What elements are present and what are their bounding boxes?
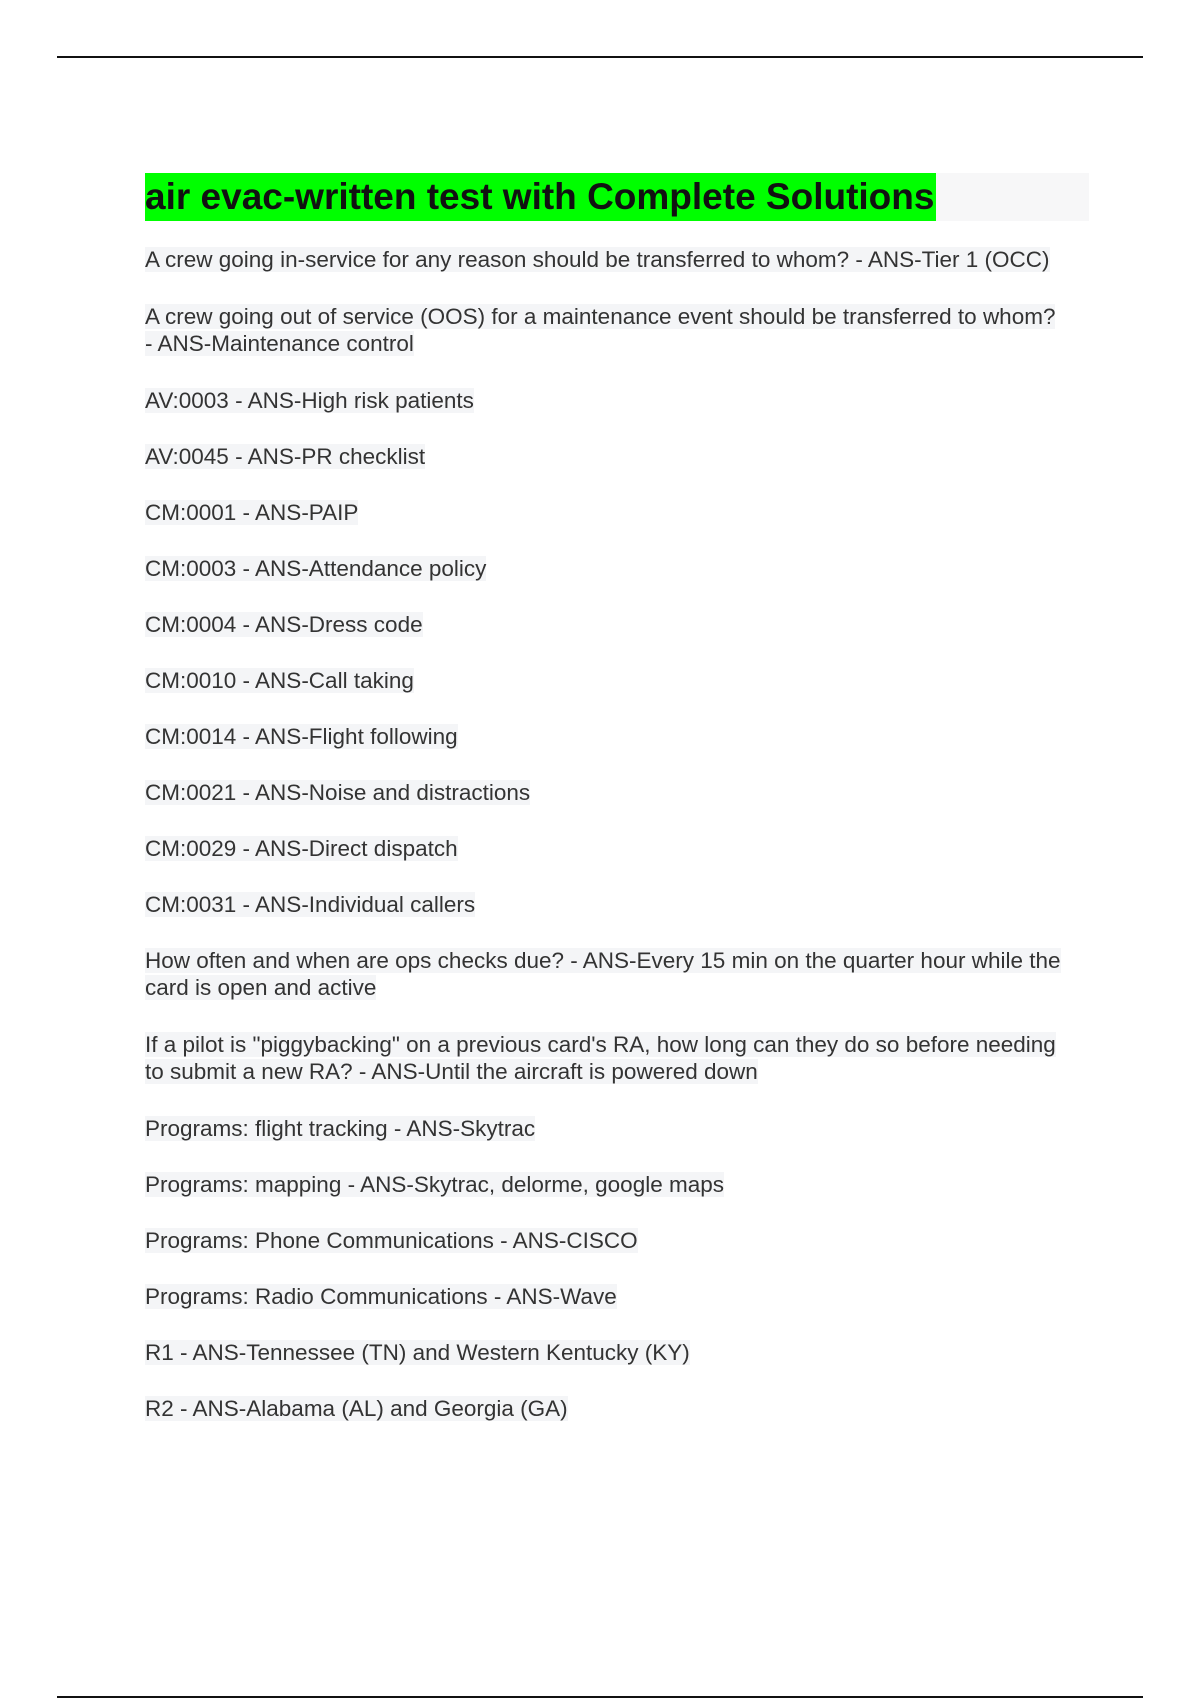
qa-item: AV:0045 - ANS-PR checklist	[145, 444, 426, 469]
qa-item: CM:0010 - ANS-Call taking	[145, 668, 414, 693]
footer-rule	[57, 1696, 1143, 1698]
qa-item: CM:0021 - ANS-Noise and distractions	[145, 780, 531, 805]
qa-item: Programs: mapping - ANS-Skytrac, delorme, google maps	[145, 1172, 724, 1197]
qa-item: A crew going in-service for any reason should be transferred to whom? - ANS-Tier 1 (OCC)	[145, 247, 1050, 272]
qa-item: CM:0003 - ANS-Attendance policy	[145, 556, 487, 581]
qa-item: R1 - ANS-Tennessee (TN) and Western Kentucky (KY)	[145, 1340, 690, 1365]
qa-item: CM:0031 - ANS-Individual callers	[145, 892, 476, 917]
qa-item: R2 - ANS-Alabama (AL) and Georgia (GA)	[145, 1396, 568, 1421]
qa-list	[145, 246, 1065, 1451]
qa-item: AV:0003 - ANS-High risk patients	[145, 388, 474, 413]
header-rule	[57, 56, 1143, 58]
qa-item: How often and when are ops checks due? - ANS-Every 15 min on the quarter hour while the card is open and active	[145, 948, 1061, 1000]
qa-item: If a pilot is "piggybacking" on a previous card's RA, how long can they do so before needing to submit a new RA? - ANS-Until the aircraft is powered down	[145, 1032, 1056, 1084]
qa-item: CM:0001 - ANS-PAIP	[145, 500, 359, 525]
qa-item: Programs: Radio Communications - ANS-Wave	[145, 1284, 617, 1309]
qa-item: CM:0029 - ANS-Direct dispatch	[145, 836, 458, 861]
document-title: air evac-written test with Complete Solutions	[145, 173, 936, 221]
qa-item: CM:0004 - ANS-Dress code	[145, 612, 423, 637]
qa-item: CM:0014 - ANS-Flight following	[145, 724, 458, 749]
qa-item: Programs: Phone Communications - ANS-CISCO	[145, 1228, 638, 1253]
qa-item: Programs: flight tracking - ANS-Skytrac	[145, 1116, 536, 1141]
qa-item: A crew going out of service (OOS) for a maintenance event should be transferred to whom? - ANS-Maintenance control	[145, 304, 1056, 356]
